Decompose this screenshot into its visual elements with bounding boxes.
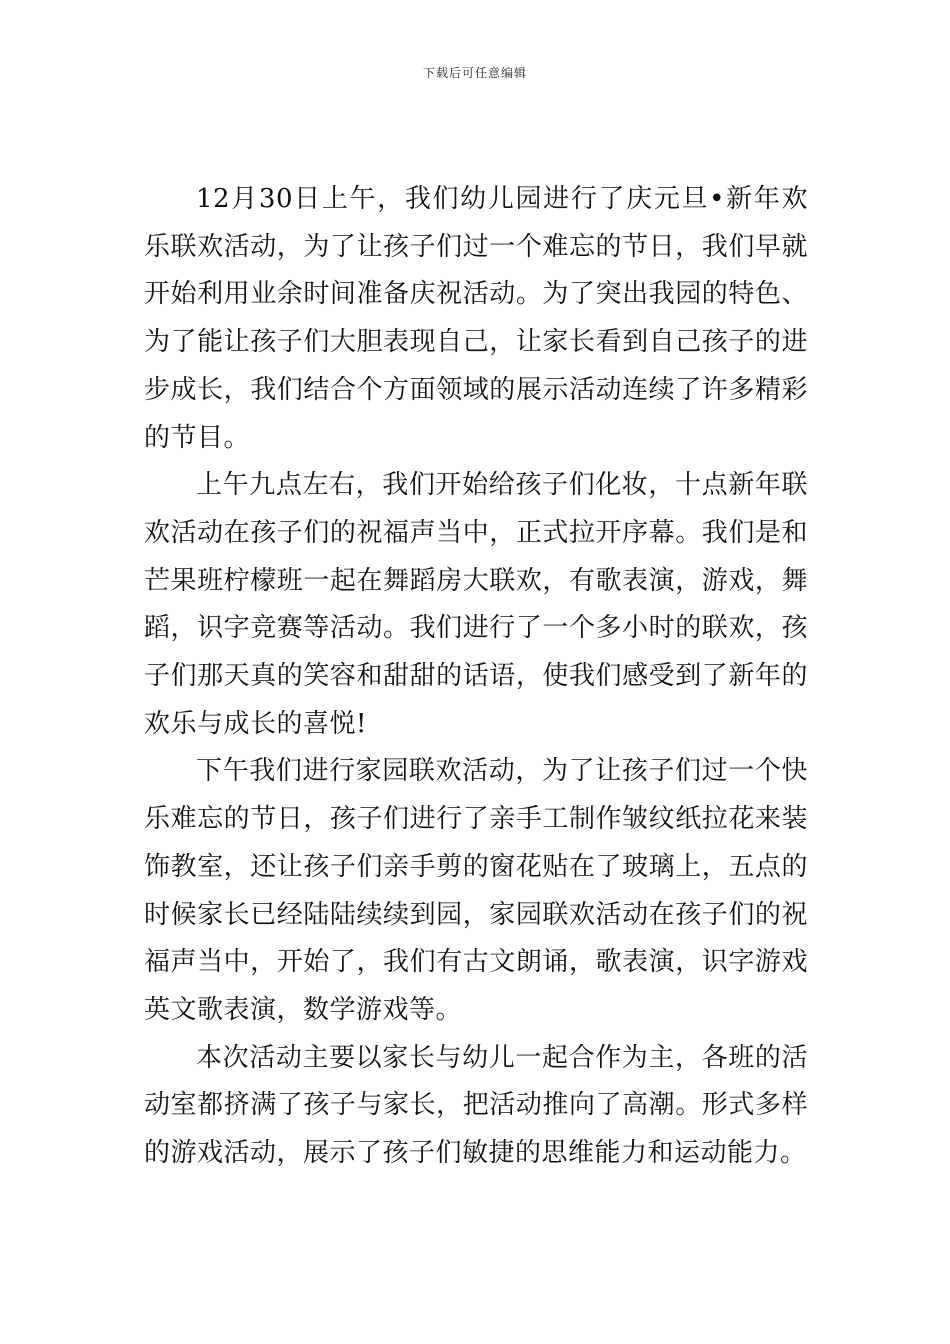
paragraph-summary: 本次活动主要以家长与幼儿一起合作为主，各班的活动室都挤满了孩子与家长，把活动推向了高潮。形式多样的游戏活动，展示了孩子们敏捷的思维能力和运动能力。 — [144, 1042, 808, 1169]
paragraph-morning-activities: 上午九点左右，我们开始给孩子们化妆，十点新年联欢活动在孩子们的祝福声当中，正式拉开序幕。我们是和芒果班柠檬班一起在舞蹈房大联欢，有歌表演，游戏，舞蹈，识字竞赛等活动。我们进行了一个多小时的联欢，孩子们那天真的笑容和甜甜的话语，使我们感受到了新年的欢乐与成长的喜悦! — [144, 470, 808, 739]
paragraph-morning-intro: 12月30日上午，我们幼儿园进行了庆元旦•新年欢乐联欢活动，为了让孩子们过一个难忘的节日，我们早就开始利用业余时间准备庆祝活动。为了突出我园的特色、为了能让孩子们大胆表现自己，让家长看到自己孩子的进步成长，我们结合个方面领域的展示活动连续了许多精彩的节目。 — [144, 184, 808, 453]
paragraph-afternoon-activities: 下午我们进行家园联欢活动，为了让孩子们过一个快乐难忘的节日，孩子们进行了亲手工制作皱纹纸拉花来装饰教室，还让孩子们亲手剪的窗花贴在了玻璃上，五点的时候家长已经陆陆续续到园，家园联欢活动在孩子们的祝福声当中，开始了，我们有古文朗诵，歌表演，识字游戏英文歌表演，数学游戏等。 — [144, 756, 808, 1025]
page-header-note: 下载后可任意编辑 — [422, 66, 527, 80]
document-body — [144, 176, 808, 1178]
